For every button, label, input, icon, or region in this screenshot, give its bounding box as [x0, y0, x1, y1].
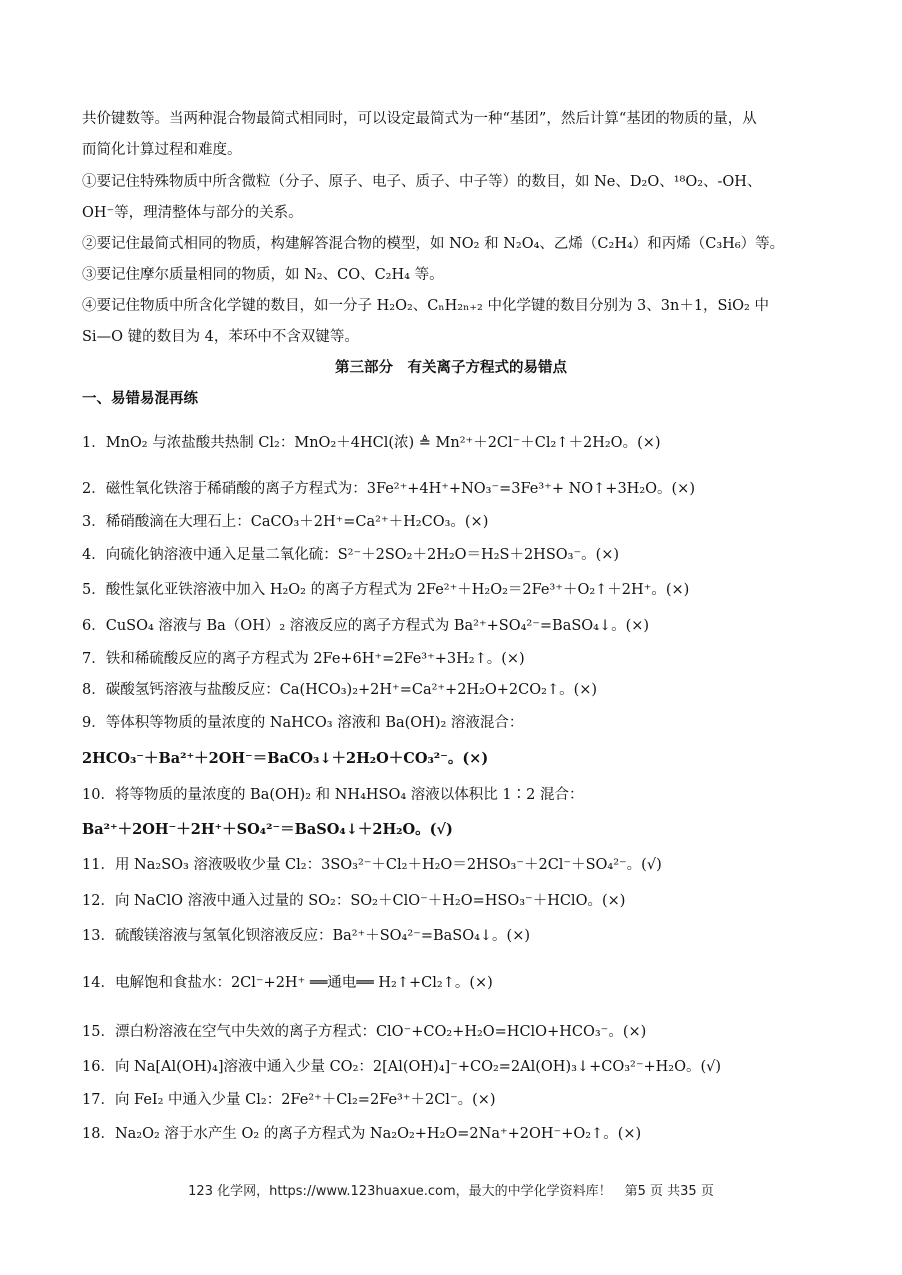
list-item: 9．等体积等物质的量浓度的 NaHCO₃ 溶液和 Ba(OH)₂ 溶液混合： — [82, 715, 524, 731]
text-line: 而简化计算过程和难度。 — [82, 142, 242, 158]
section-heading: 一、易错易混再练 — [82, 390, 198, 407]
list-item: 13．硫酸镁溶液与氢氧化钡溶液反应：Ba²⁺＋SO₄²⁻=BaSO₄↓。(×) — [82, 928, 531, 944]
list-item: 16．向 Na[Al(OH)₄]溶液中通入少量 CO₂：2[Al(OH)₄]⁻+CO₂=2Al(OH)₃↓+CO₃²⁻+H₂O。(√) — [82, 1059, 722, 1075]
list-item: 8．碳酸氢钙溶液与盐酸反应：Ca(HCO₃)₂+2H⁺=Ca²⁺+2H₂O+2CO₂↑。(×) — [82, 682, 598, 698]
list-item: 10．将等物质的量浓度的 Ba(OH)₂ 和 NH₄HSO₄ 溶液以体积比 1∶2 混合： — [82, 787, 584, 803]
list-item: 6．CuSO₄ 溶液与 Ba（OH）₂ 溶液反应的离子方程式为 Ba²⁺+SO₄²⁻=BaSO₄↓。(×) — [82, 618, 650, 634]
text-line: ①要记住特殊物质中所含微粒（分子、原子、电子、质子、中子等）的数目，如 Ne、D₂O、¹⁸O₂、-OH、 — [82, 174, 762, 190]
list-item: 3．稀硝酸滴在大理石上：CaCO₃＋2H⁺=Ca²⁺＋H₂CO₃。(×) — [82, 514, 489, 530]
text-line: ②要记住最简式相同的物质，构建解答混合物的模型，如 NO₂ 和 N₂O₄、乙烯（C₂H₄）和丙烯（C₃H₆）等。 — [82, 236, 785, 252]
list-item: 15．漂白粉溶液在空气中失效的离子方程式：ClO⁻+CO₂+H₂O=HClO+HCO₃⁻。(×) — [82, 1024, 647, 1040]
equation-line: Ba²⁺＋2OH⁻＋2H⁺＋SO₄²⁻＝BaSO₄↓＋2H₂O。(√) — [82, 821, 453, 838]
list-item: 7．铁和稀硫酸反应的离子方程式为 2Fe+6H⁺=2Fe³⁺+3H₂↑。(×) — [82, 651, 525, 667]
list-item: 2．磁性氧化铁溶于稀硝酸的离子方程式为：3Fe²⁺+4H⁺+NO₃⁻=3Fe³⁺+ NO↑+3H₂O。(×) — [82, 481, 695, 497]
text-line: 共价键数等。当两种混合物最简式相同时，可以设定最简式为一种“基团”，然后计算“基团的物质的量，从 — [82, 111, 757, 127]
equation-line: 2HCO₃⁻＋Ba²⁺＋2OH⁻＝BaCO₃↓＋2H₂O＋CO₃²⁻。(×) — [82, 750, 489, 767]
part-title: 第三部分 有关离子方程式的易错点 — [335, 359, 567, 376]
list-item: 1．MnO₂ 与浓盐酸共热制 Cl₂：MnO₂＋4HCl(浓) ≜ Mn²⁺＋2Cl⁻＋Cl₂↑＋2H₂O。(×) — [82, 435, 661, 451]
list-item: 5．酸性氯化亚铁溶液中加入 H₂O₂ 的离子方程式为 2Fe²⁺＋H₂O₂＝2Fe³⁺＋O₂↑＋2H⁺。(×) — [82, 582, 690, 598]
list-item: 12．向 NaClO 溶液中通入过量的 SO₂：SO₂＋ClO⁻＋H₂O=HSO₃⁻＋HClO。(×) — [82, 893, 626, 909]
list-item: 17．向 FeI₂ 中通入少量 Cl₂：2Fe²⁺＋Cl₂=2Fe³⁺＋2Cl⁻。(×) — [82, 1092, 496, 1108]
list-item: 18．Na₂O₂ 溶于水产生 O₂ 的离子方程式为 Na₂O₂+H₂O=2Na⁺+2OH⁻+O₂↑。(×) — [82, 1126, 642, 1142]
text-line: OH⁻等，理清整体与部分的关系。 — [82, 205, 303, 221]
text-line: ④要记住物质中所含化学键的数目，如一分子 H₂O₂、CₙH₂ₙ₊₂ 中化学键的数目分别为 3、3n＋1，SiO₂ 中 — [82, 298, 769, 314]
text-line: ③要记住摩尔质量相同的物质，如 N₂、CO、C₂H₄ 等。 — [82, 267, 444, 283]
list-item: 11．用 Na₂SO₃ 溶液吸收少量 Cl₂：3SO₃²⁻＋Cl₂＋H₂O＝2HSO₃⁻＋2Cl⁻＋SO₄²⁻。(√) — [82, 857, 662, 873]
page-footer: 123 化学网，https://www.123huaxue.com，最大的中学化学资料库！ 第5 页 共35 页 — [188, 1184, 714, 1199]
list-item: 4．向硫化钠溶液中通入足量二氧化硫：S²⁻＋2SO₂＋2H₂O＝H₂S＋2HSO₃⁻。(×) — [82, 547, 620, 563]
text-line: Si—O 键的数目为 4，苯环中不含双键等。 — [82, 329, 359, 345]
list-item: 14．电解饱和食盐水：2Cl⁻+2H⁺ ══通电══ H₂↑+Cl₂↑。(×) — [82, 975, 493, 991]
